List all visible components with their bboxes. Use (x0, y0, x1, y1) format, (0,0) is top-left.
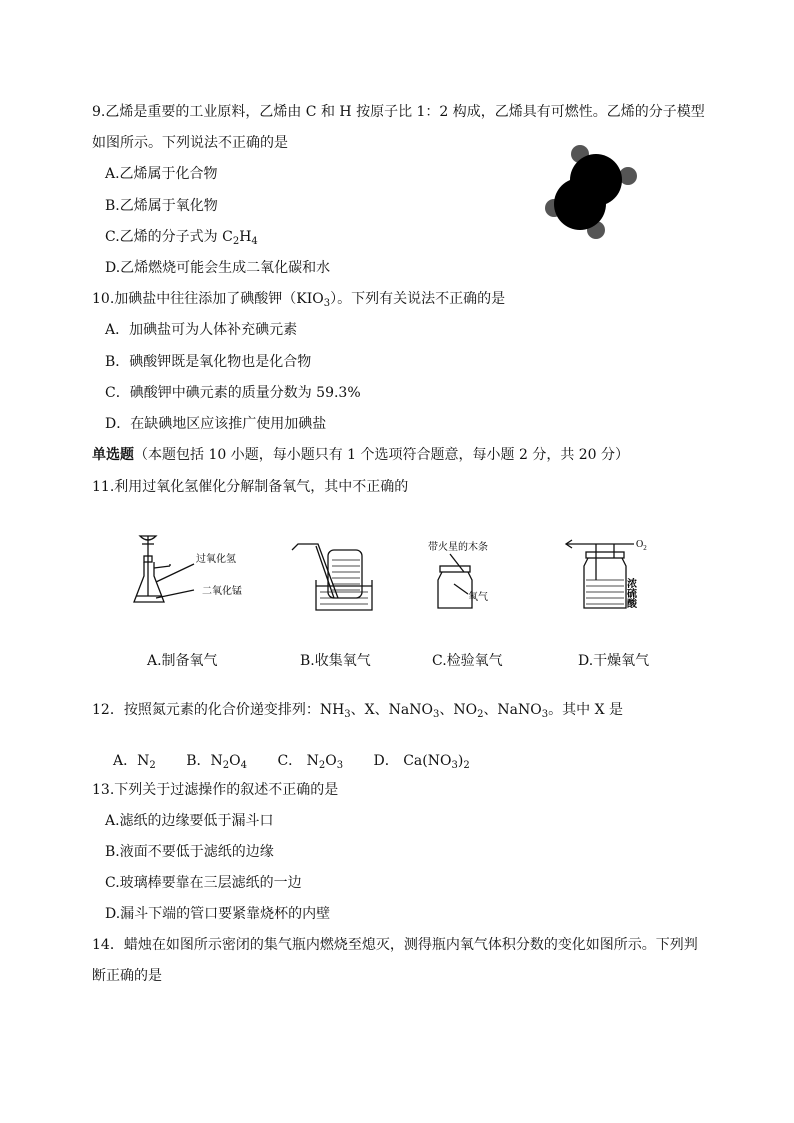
q11-stem: 11.利用过氧化氢催化分解制备氧气，其中不正确的 (92, 479, 409, 495)
q9-stem-line2: 如图所示。下列说法不正确的是 (92, 135, 288, 151)
label-conc-sulfuric-acid: 浓硫酸 (624, 578, 636, 608)
q14-stem-line1: 14．蜡烛在如图所示密闭的集气瓶内燃烧至熄灭，测得瓶内氧气体积分数的变化如图所示。下列判 (92, 937, 698, 953)
label-o2-formula: $O_2$ (636, 539, 647, 552)
q9-stem-line1: 9.乙烯是重要的工业原料，乙烯由 C 和 H 按原子比 1：2 构成，乙烯具有可燃性。乙烯的分子模型 (92, 104, 705, 120)
caption-a: A.制备氧气 (147, 653, 218, 669)
q12-option-d: D． $Ca(NO_3)_2$ (373, 753, 470, 771)
q12-options (113, 750, 496, 770)
label-h2o2: 过氧化氢 (196, 554, 236, 565)
q10-option-c: C．碘酸钾中碘元素的质量分数为 59.3% (105, 385, 361, 401)
label-splint: 带火星的木条 (428, 542, 488, 553)
q9-option-c: C.乙烯的分子式为 $C_2H_4$ (105, 229, 258, 247)
q9-option-d: D.乙烯燃烧可能会生成二氧化碳和水 (105, 260, 331, 276)
apparatus-a-preparation (128, 530, 258, 610)
section-title: 单选题 (92, 447, 134, 463)
label-oxygen: 氧气 (468, 592, 488, 603)
apparatus-c-test (420, 536, 510, 614)
q13-option-a: A.滤纸的边缘要低于漏斗口 (105, 813, 274, 829)
q12-option-b: B．$N_2O_4$ (186, 753, 247, 771)
q10-option-d: D．在缺碘地区应该推广使用加碘盐 (105, 416, 327, 432)
label-mno2: 二氧化锰 (202, 586, 242, 597)
caption-c: C.检验氧气 (432, 653, 503, 669)
q9-option-a: A.乙烯属于化合物 (105, 166, 218, 182)
q12-option-c: C． $N_2O_3$ (277, 753, 344, 771)
q13-stem: 13.下列关于过滤操作的叙述不正确的是 (92, 782, 339, 798)
caption-b: B.收集氧气 (300, 653, 371, 669)
q13-option-c: C.玻璃棒要靠在三层滤纸的一边 (105, 875, 302, 891)
apparatus-b-collection (288, 540, 378, 612)
ethylene-molecule-model (540, 142, 640, 242)
section-note: （本题包括 10 小题，每小题只有 1 个选项符合题意，每小题 2 分，共 20 分） (134, 447, 630, 463)
apparatus-d-drying (560, 534, 670, 614)
q10-stem: 10.加碘盐中往往添加了碘酸钾$(KIO_3)$。下列有关说法不正确的是 (92, 291, 506, 309)
section-header (92, 445, 629, 465)
q12-option-a: A．$N_2$ (113, 753, 156, 771)
caption-d: D.干燥氧气 (578, 653, 650, 669)
q12-stem: 12．按照氮元素的化合价递变排列：$NH_3$、X、NaNO$_3$、$NO_2$、NaNO$_3$。其中 X 是 (92, 702, 624, 720)
q13-option-b: B.液面不要低于滤纸的边缘 (105, 844, 274, 860)
q10-option-a: A．加碘盐可为人体补充碘元素 (105, 322, 298, 338)
q9-option-b: B.乙烯属于氧化物 (105, 198, 218, 214)
q14-stem-line2: 断正确的是 (92, 968, 162, 984)
q13-option-d: D.漏斗下端的管口要紧靠烧杯的内壁 (105, 906, 331, 922)
q10-option-b: B．碘酸钾既是氧化物也是化合物 (105, 354, 312, 370)
